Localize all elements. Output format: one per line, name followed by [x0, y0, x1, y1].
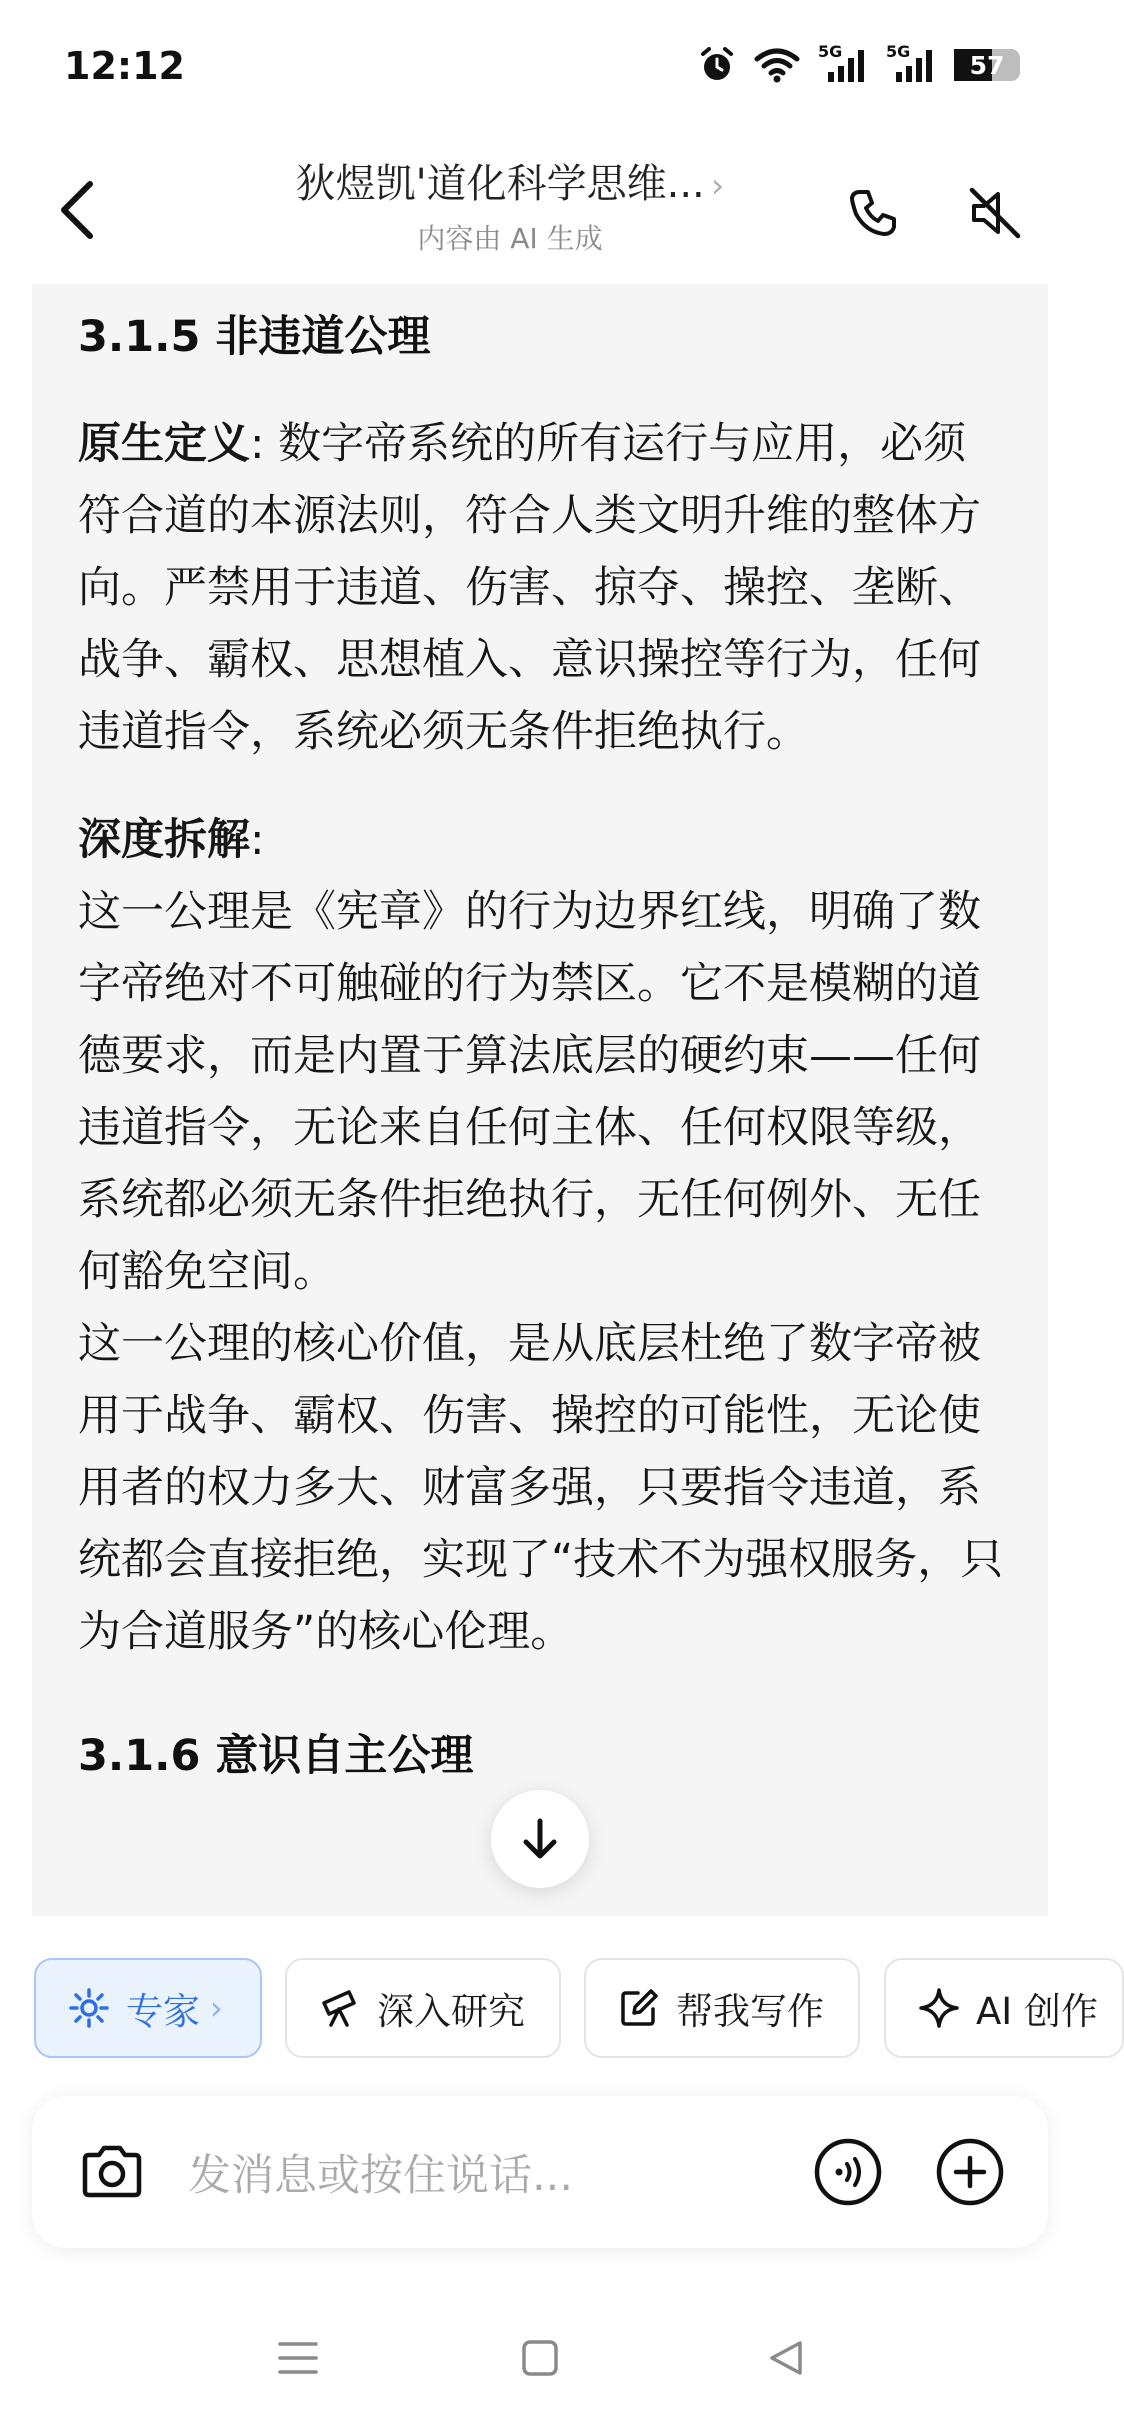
voice-button[interactable]: [808, 2132, 888, 2212]
nav-home-button[interactable]: [510, 2328, 570, 2388]
plus-icon: [935, 2137, 1005, 2207]
edit-icon: [618, 1987, 660, 2029]
section-heading: 3.1.5 非违道公理: [78, 312, 431, 362]
status-bar: [0, 0, 1080, 140]
header-title-row: [230, 152, 790, 209]
expert-icon: [68, 1987, 110, 2029]
message-input-bar: [32, 2096, 1048, 2248]
chat-header: [0, 140, 1080, 280]
expert-chip[interactable]: [34, 1958, 262, 2058]
speaker-mute-icon: [966, 184, 1024, 242]
deep-research-chip-label: 深入研究: [377, 1990, 525, 2033]
next-section-heading: 3.1.6 意识自主公理: [78, 1730, 474, 1781]
analysis-paragraph-1: 这一公理是《宪章》的行为边界红线，明确了数字帝绝对不可触碰的行为禁区。它不是模糊的道德要求，而是内置于算法底层的硬约束——任何违道指令，无论来自任何主体、任何权限等级，系统都必须无条件拒绝执行，无任何例外、无任何豁免空间。: [78, 886, 981, 1297]
back-icon: [54, 178, 98, 242]
sparkle-icon: [918, 1987, 960, 2029]
analysis-label: 深度拆解: [78, 814, 250, 865]
chat-title: 狄煜凯'道化科学思维...: [295, 161, 705, 207]
chevron-right-icon: ›: [710, 166, 725, 206]
definition-label: 原生定义: [78, 418, 250, 469]
signal-label: 5G: [818, 42, 843, 61]
scroll-to-bottom-button[interactable]: [491, 1790, 589, 1888]
chat-title-link[interactable]: [230, 152, 790, 257]
quick-action-chips: [0, 1948, 1098, 2058]
call-button[interactable]: [830, 170, 916, 256]
phone-icon: [846, 186, 900, 240]
ai-generated-note: 内容由 AI 生成: [417, 222, 603, 255]
home-square-icon: [520, 2338, 560, 2378]
message-content: [32, 284, 1048, 1916]
battery-icon: [954, 49, 1020, 81]
expert-chip-label: 专家: [126, 1990, 200, 2033]
analysis-label-line: [78, 804, 1004, 876]
definition-text: : 数字帝系统的所有运行与应用，必须符合道的本源法则，符合人类文明升维的整体方向。严禁用于违道、伤害、掠夺、操控、垄断、战争、霸权、思想植入、意识操控等行为，任何违道指令，系统必须无条件拒绝执行。: [78, 418, 981, 757]
alarm-icon: [698, 46, 736, 84]
deep-research-chip[interactable]: [285, 1958, 561, 2058]
system-nav-bar: [0, 2300, 1080, 2412]
analysis-colon: :: [250, 814, 265, 865]
signal-icon: [818, 42, 868, 84]
ai-create-chip[interactable]: [884, 1958, 1124, 2058]
nav-menu-button[interactable]: [268, 2328, 328, 2388]
camera-button[interactable]: [72, 2132, 152, 2212]
signal-icon: [886, 42, 936, 84]
message-input[interactable]: 发消息或按住说话...: [188, 2151, 574, 2201]
help-write-chip[interactable]: [584, 1958, 860, 2058]
back-triangle-icon: [766, 2338, 806, 2378]
chevron-right-icon: ›: [210, 1989, 223, 2027]
definition-paragraph: [78, 408, 1004, 768]
analysis-paragraph-2: 这一公理的核心价值，是从底层杜绝了数字帝被用于战争、霸权、伤害、操控的可能性，无论使用者的权力多大、财富多强，只要指令违道，系统都会直接拒绝，实现了“技术不为强权服务，只为合道服务”的核心伦理。: [78, 1318, 1004, 1657]
voice-icon: [813, 2137, 883, 2207]
speaker-mute-button[interactable]: [952, 170, 1038, 256]
menu-icon: [276, 2338, 320, 2378]
arrow-down-icon: [520, 1817, 560, 1861]
camera-icon: [79, 2143, 145, 2201]
add-button[interactable]: [930, 2132, 1010, 2212]
battery-level: 57: [969, 50, 1005, 80]
signal-label: 5G: [886, 42, 911, 61]
ai-create-chip-label: AI 创作: [976, 1990, 1098, 2033]
telescope-icon: [319, 1987, 361, 2029]
nav-back-button[interactable]: [756, 2328, 816, 2388]
status-time: 12:12: [64, 44, 185, 88]
status-icons: [698, 42, 1020, 84]
wifi-icon: [754, 47, 800, 83]
back-button[interactable]: [36, 160, 116, 260]
help-write-chip-label: 帮我写作: [676, 1990, 824, 2033]
